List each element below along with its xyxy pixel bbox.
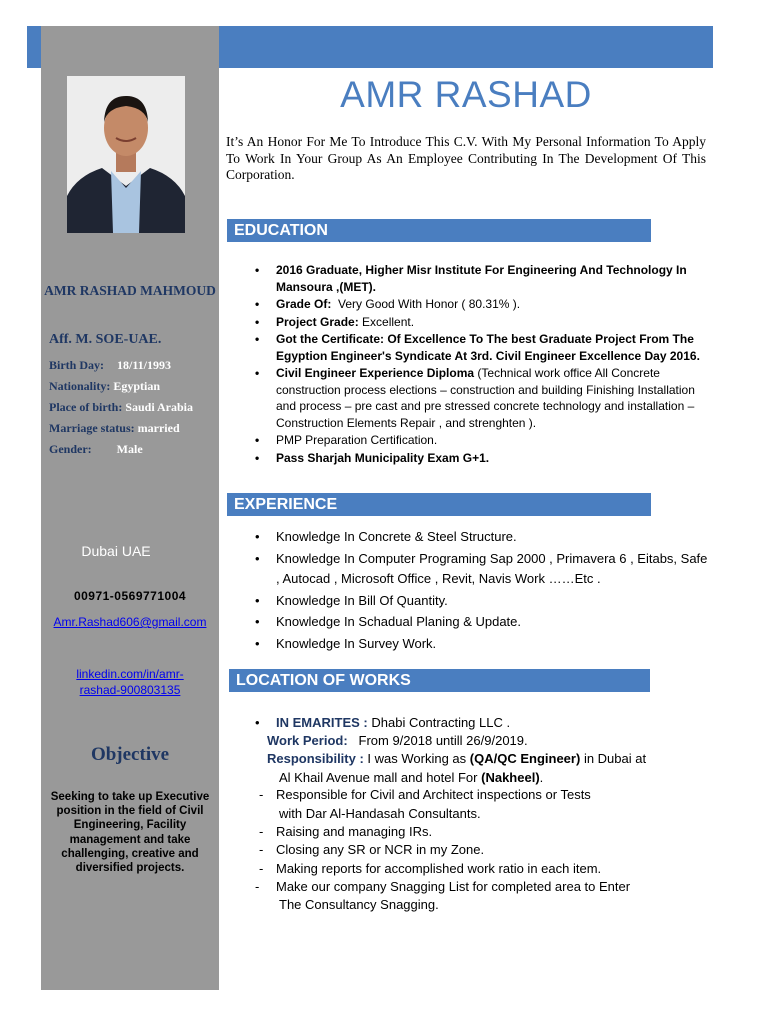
info-label: Marriage status: bbox=[49, 421, 135, 435]
task-item-cont: with Dar Al-Handasah Consultants. bbox=[279, 806, 481, 822]
list-item: • Grade Of: Very Good With Honor ( 80.31% ). bbox=[255, 297, 521, 311]
list-item: • 2016 Graduate, Higher Misr Institute For Engineering And Technology In Mansoura ,(MET). bbox=[255, 263, 687, 294]
city: Dubai UAE bbox=[81, 543, 151, 559]
company-name: Dhabi Contracting LLC . bbox=[371, 715, 511, 730]
page-title: AMR RASHAD bbox=[340, 74, 592, 115]
list-item: • PMP Preparation Certification. bbox=[255, 433, 438, 447]
education-heading: EDUCATION bbox=[227, 219, 651, 242]
list-item: • Pass Sharjah Municipality Exam G+1. bbox=[255, 450, 490, 465]
header-band-left bbox=[27, 26, 41, 68]
header-band-right bbox=[219, 26, 713, 68]
period-label: Work Period: bbox=[267, 733, 348, 749]
list-item: • Knowledge In Schadual Planing & Update. bbox=[255, 614, 522, 629]
info-value: Male bbox=[116, 442, 143, 456]
objective-title: Objective bbox=[90, 744, 170, 765]
task-item: - Responsible for Civil and Architect inspections or Tests bbox=[259, 786, 591, 802]
info-value: 18/11/1993 bbox=[117, 358, 172, 372]
list-item: • Project Grade: Excellent. bbox=[255, 314, 415, 329]
responsibility-row: Responsibility : I was Working as (QA/QC Engineer) in Dubai at bbox=[267, 751, 647, 767]
location-country-row bbox=[252, 714, 712, 732]
education-list bbox=[252, 262, 707, 467]
resp-client: (Nakheel) bbox=[481, 769, 540, 785]
location-heading: LOCATION OF WORKS bbox=[229, 669, 650, 692]
info-gender bbox=[49, 442, 143, 457]
period-value: From 9/2018 untill 26/9/2019. bbox=[358, 733, 528, 749]
info-label: Gender: bbox=[49, 442, 92, 456]
resp-label: Responsibility : bbox=[267, 751, 364, 767]
info-birthplace bbox=[49, 400, 193, 415]
task-item: - Closing any SR or NCR in my Zone. bbox=[259, 842, 485, 858]
list-item: • Knowledge In Concrete & Steel Structure. bbox=[255, 529, 517, 544]
country-label: IN EMARITES : bbox=[276, 715, 368, 730]
list-item: • Got the Certificate: Of Excellence To The best Graduate Project From The Egyption Engineer's Syndicate At 3rd. Civil Engineer Excellence Day 2016. bbox=[255, 332, 700, 363]
affiliation: Aff. M. SOE-UAE. bbox=[49, 332, 162, 347]
info-label: Birth Day: bbox=[49, 358, 104, 372]
list-item: • Civil Engineer Experience Diploma (Technical work office All Concrete construction process elections – construction and building Finishing Installation and process – pre cast and pre stressed concrete technology and installation – Construction Elements Repair , and strenghten ). bbox=[255, 366, 695, 430]
bullet: • bbox=[255, 715, 260, 730]
experience-heading: EXPERIENCE bbox=[227, 493, 651, 516]
experience-list bbox=[252, 527, 712, 655]
location-details bbox=[252, 714, 712, 914]
work-period-row bbox=[252, 732, 712, 750]
task-item-cont: The Consultancy Snagging. bbox=[279, 897, 439, 913]
responsibility-row-2: Al Khail Avenue mall and hotel For (Nakheel). bbox=[279, 769, 544, 785]
info-nationality bbox=[49, 379, 160, 394]
email-link[interactable]: Amr.Rashad606@gmail.com bbox=[53, 615, 207, 629]
intro-paragraph: It’s An Honor For Me To Introduce This C.V. With My Personal Information To Apply To Work In Your Group As An Employee Contributing In The Development Of This Corporation. bbox=[226, 134, 706, 182]
list-item: • Knowledge In Computer Programing Sap 2000 , Primavera 6 , Eitabs, Safe , Autocad , Microsoft Office , Revit, Navis Work ……Etc . bbox=[255, 550, 708, 586]
sidebar-full-name: AMR RASHAD MAHMOUD bbox=[44, 283, 216, 298]
info-label: Nationality: bbox=[49, 379, 111, 393]
objective-text: Seeking to take up Executive position in the field of Civil Engineering, Facility management and take challenging, creative and diversified projects. bbox=[50, 791, 210, 875]
info-value: Saudi Arabia bbox=[125, 400, 194, 414]
task-item: - Raising and managing IRs. bbox=[259, 824, 433, 840]
phone-number: 00971-0569771004 bbox=[73, 589, 187, 603]
task-item: - Make our company Snagging List for completed area to Enter bbox=[255, 878, 631, 894]
profile-photo bbox=[67, 76, 185, 233]
info-marriage bbox=[49, 421, 180, 436]
linkedin-link[interactable]: linkedin.com/in/amr-rashad-900803135 bbox=[76, 667, 184, 697]
task-item: - Making reports for accomplished work ratio in each item. bbox=[259, 860, 602, 876]
info-birthday bbox=[49, 358, 171, 373]
list-item: • Knowledge In Survey Work. bbox=[255, 635, 437, 651]
info-label: Place of birth: bbox=[49, 400, 123, 414]
info-value: married bbox=[137, 421, 180, 435]
list-item: • Knowledge In Bill Of Quantity. bbox=[255, 592, 448, 608]
info-value: Egyptian bbox=[113, 379, 161, 393]
resp-role: (QA/QC Engineer) bbox=[469, 751, 581, 767]
